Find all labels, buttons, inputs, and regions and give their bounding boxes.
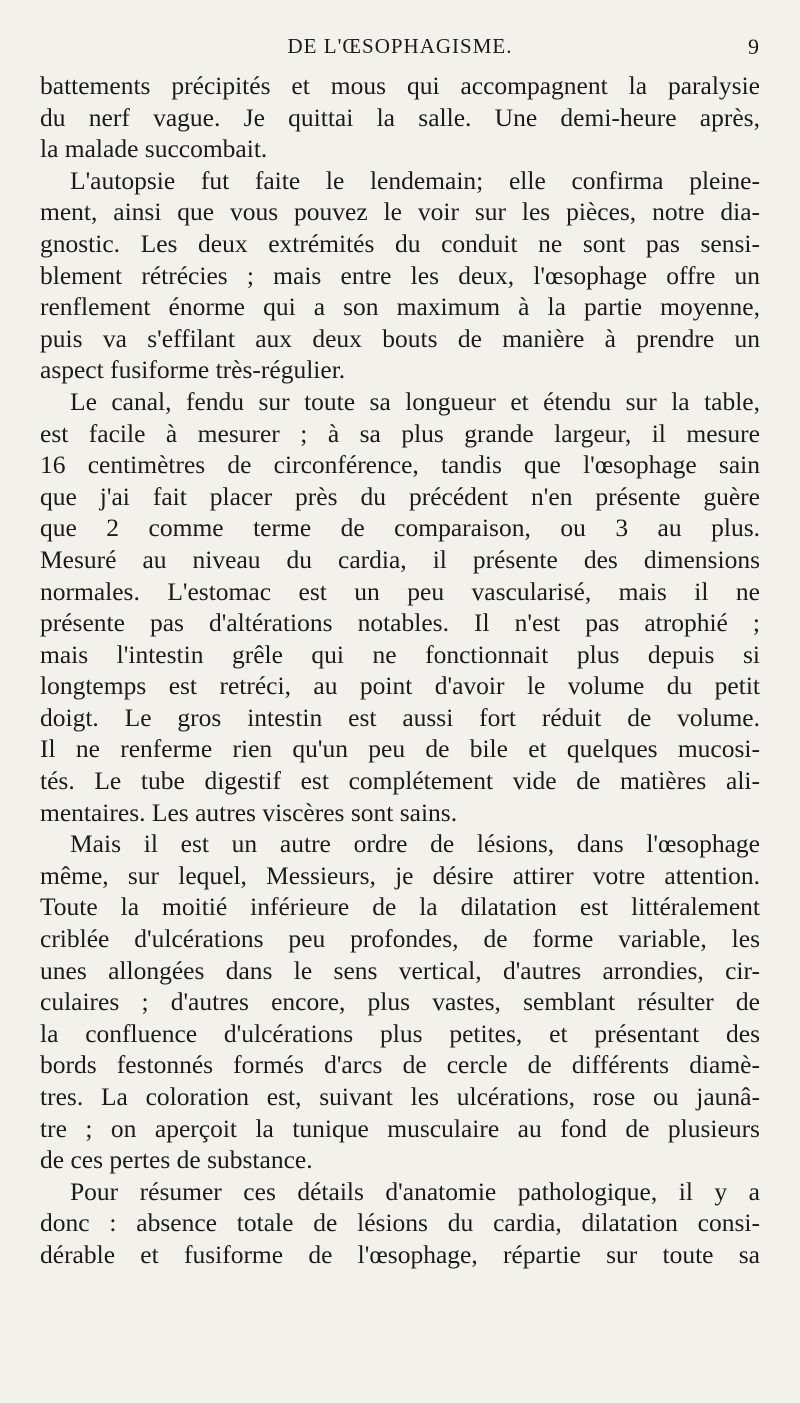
text-line: même, sur lequel, Messieurs, je désire attirer votre attention. bbox=[40, 860, 760, 890]
text-line: dérable et fusiforme de l'œsophage, répartie sur toute sa bbox=[40, 1239, 760, 1269]
text-line: du nerf vague. Je quittai la salle. Une demi-heure après, bbox=[40, 102, 760, 132]
text-line: culaires ; d'autres encore, plus vastes, semblant résulter de bbox=[40, 987, 760, 1017]
text-line: Toute la moitié inférieure de la dilatation est littéralement bbox=[40, 892, 760, 922]
text-line: mais l'intestin grêle qui ne fonctionnait plus depuis si bbox=[40, 639, 760, 669]
text-line: battements précipités et mous qui accompagnent la paralysie bbox=[40, 71, 760, 100]
text-line: normales. L'estomac est un peu vascularisé, mais il ne bbox=[40, 576, 760, 606]
text-line: doigt. Le gros intestin est aussi fort réduit de volume. bbox=[40, 702, 760, 732]
text-line: L'autopsie fut faite le lendemain; elle confirma pleine- bbox=[70, 165, 760, 195]
text-line: Le canal, fendu sur toute sa longueur et étendu sur la table, bbox=[70, 386, 760, 416]
text-line: ment, ainsi que vous pouvez le voir sur les pièces, notre dia- bbox=[40, 197, 760, 227]
text-line: tre ; on aperçoit la tunique musculaire au fond de plusieurs bbox=[40, 1113, 760, 1143]
page-number: 9 bbox=[748, 34, 760, 59]
text-line: bords festonnés formés d'arcs de cercle de différents diamè- bbox=[40, 1050, 760, 1080]
text-line: est facile à mesurer ; à sa plus grande largeur, il mesure bbox=[40, 418, 760, 448]
text-line: que 2 comme terme de comparaison, ou 3 au plus. bbox=[40, 513, 760, 543]
text-line: blement rétrécies ; mais entre les deux, l'œsophage offre un bbox=[40, 260, 760, 290]
text-line: que j'ai fait placer près du précédent n'en présente guère bbox=[40, 481, 760, 511]
text-line: la malade succombait. bbox=[40, 134, 268, 164]
text-line: de ces pertes de substance. bbox=[40, 1145, 313, 1175]
text-line: Pour résumer ces détails d'anatomie pathologique, il y a bbox=[70, 1176, 760, 1206]
text-line: présente pas d'altérations notables. Il n'est pas atrophié ; bbox=[40, 608, 760, 638]
text-line: mentaires. Les autres viscères sont sains. bbox=[40, 797, 458, 827]
text-line: criblée d'ulcérations peu profondes, de forme variable, les bbox=[40, 924, 760, 954]
running-head bbox=[40, 34, 760, 70]
body-text bbox=[40, 70, 760, 1271]
text-line: donc : absence totale de lésions du cardia, dilatation consi- bbox=[40, 1208, 760, 1238]
text-line: la confluence d'ulcérations plus petites, et présentant des bbox=[40, 1018, 760, 1048]
text-line: aspect fusiforme très-régulier. bbox=[40, 355, 346, 385]
text-line: longtemps est retréci, au point d'avoir le volume du petit bbox=[40, 671, 760, 701]
text-line: gnostic. Les deux extrémités du conduit ne sont pas sensi- bbox=[40, 228, 760, 258]
running-title: DE L'ŒSOPHAGISME. bbox=[287, 34, 513, 58]
text-line: Mais il est un autre ordre de lésions, dans l'œsophage bbox=[70, 829, 760, 859]
text-line: Il ne renferme rien qu'un peu de bile et quelques mucosi- bbox=[40, 734, 760, 764]
text-line: tres. La coloration est, suivant les ulcérations, rose ou jaunâ- bbox=[40, 1082, 760, 1111]
text-line: puis va s'effilant aux deux bouts de manière à prendre un bbox=[40, 323, 760, 353]
text-line: unes allongées dans le sens vertical, d'autres arrondies, cir- bbox=[40, 955, 760, 985]
text-line: 16 centimètres de circonférence, tandis que l'œsophage sain bbox=[40, 450, 760, 480]
text-line: tés. Le tube digestif est complétement vide de matières ali- bbox=[40, 766, 760, 796]
text-line: renflement énorme qui a son maximum à la partie moyenne, bbox=[40, 292, 760, 322]
text-line: Mesuré au niveau du cardia, il présente des dimensions bbox=[40, 544, 760, 574]
